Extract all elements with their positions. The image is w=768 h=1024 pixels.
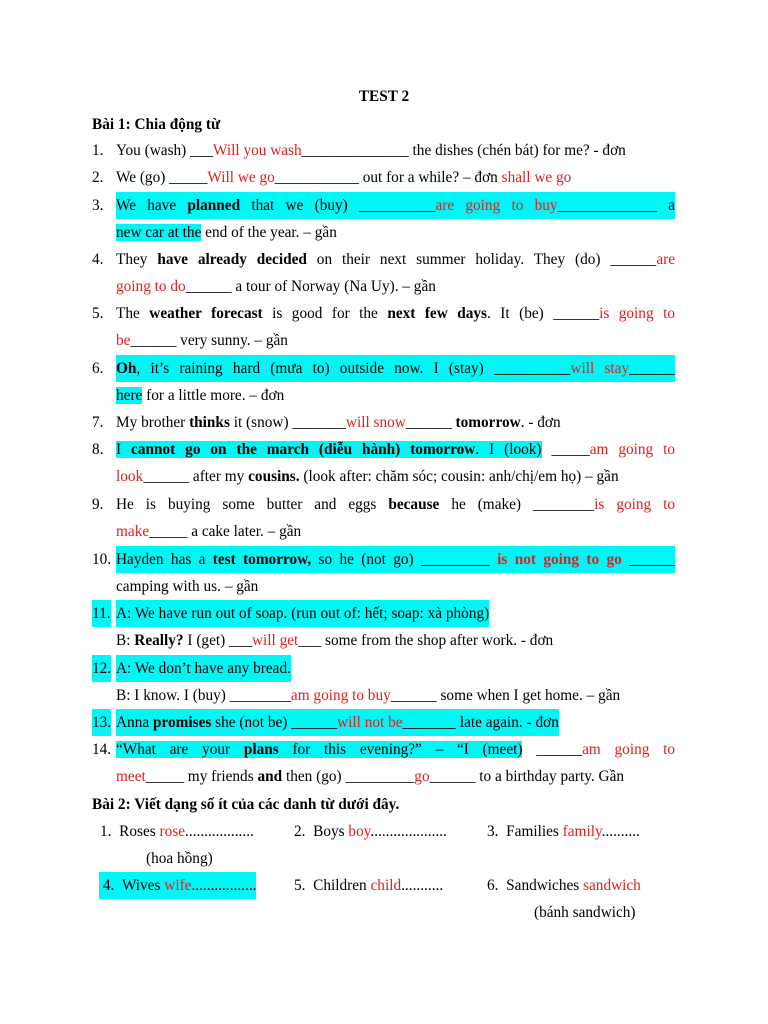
ex2-item-4: 4. Wives wife................. [99, 872, 256, 899]
question-4: 4. They have already decided on their next summer holiday. They (do) ______are going to do______ a tour of Norway (Na Uy). – gần [92, 251, 675, 295]
question-7: 7. My brother thinks it (snow) _______will snow______ tomorrow. - đơn [92, 414, 561, 431]
ex2-item-1-note: (hoa hồng) [146, 850, 213, 867]
question-14: 14. “What are your plans for this evening?” – “I (meet) ______am going to meet_____ my friends and then (go) _________go______ to a birthday party. Gần [92, 741, 675, 785]
question-8: 8. I cannot go on the march (diễu hành) tomorrow. I (look) _____am going to look______ after my cousins. (look after: chăm sóc; cousin: anh/chị/em họ) – gần [92, 441, 675, 485]
question-13: 13. Anna promises she (not be) ______will not be_______ late again. - đơn [92, 709, 675, 736]
exercise-1-heading: Bài 1: Chia động từ [92, 116, 221, 133]
question-5: 5. The weather forecast is good for the next few days. It (be) ______is going to be______ very sunny. – gần [92, 305, 675, 349]
ex2-item-5: 5. Children child........... [294, 877, 444, 894]
ex2-item-2: 2. Boys boy.................... [294, 823, 447, 840]
ex2-item-6-note: (bánh sandwich) [534, 904, 636, 921]
ex2-item-1: 1. Roses rose.................. [100, 823, 254, 840]
question-3: 3. We have planned that we (buy) __________are going to buy_____________ a new car at the end of the year. – gần [92, 192, 675, 246]
exercise-2-heading: Bài 2: Viết dạng số ít của các danh từ dưới đây. [92, 796, 400, 813]
question-12: 12. A: We don’t have any bread. B: I know. I (buy) ________am going to buy______ some when I get home. – gần [92, 655, 675, 709]
page-title: TEST 2 [358, 88, 410, 105]
question-10: 10. Hayden has a test tomorrow, so he (not go) _________ is not going to go ______ camping with us. – gần [92, 546, 675, 600]
question-6: 6. Oh, it’s raining hard (mưa to) outside now. I (stay) __________will stay______ here for a little more. – đơn [92, 355, 675, 409]
ex2-item-6: 6. Sandwiches sandwich [487, 877, 641, 894]
question-2: 2. We (go) _____Will we go___________ out for a while? – đơn shall we go [92, 169, 572, 186]
ex2-item-3: 3. Families family.......... [487, 823, 640, 840]
question-1: 1. You (wash) ___Will you wash______________ the dishes (chén bát) for me? - đơn [92, 142, 626, 159]
question-11: 11. A: We have run out of soap. (run out of: hết; soap: xà phòng) B: Really? I (get) ___will get___ some from the shop after work. - đơn [92, 600, 675, 654]
question-9: 9. He is buying some butter and eggs because he (make) ________is going to make_____ a cake later. – gần [92, 496, 676, 540]
